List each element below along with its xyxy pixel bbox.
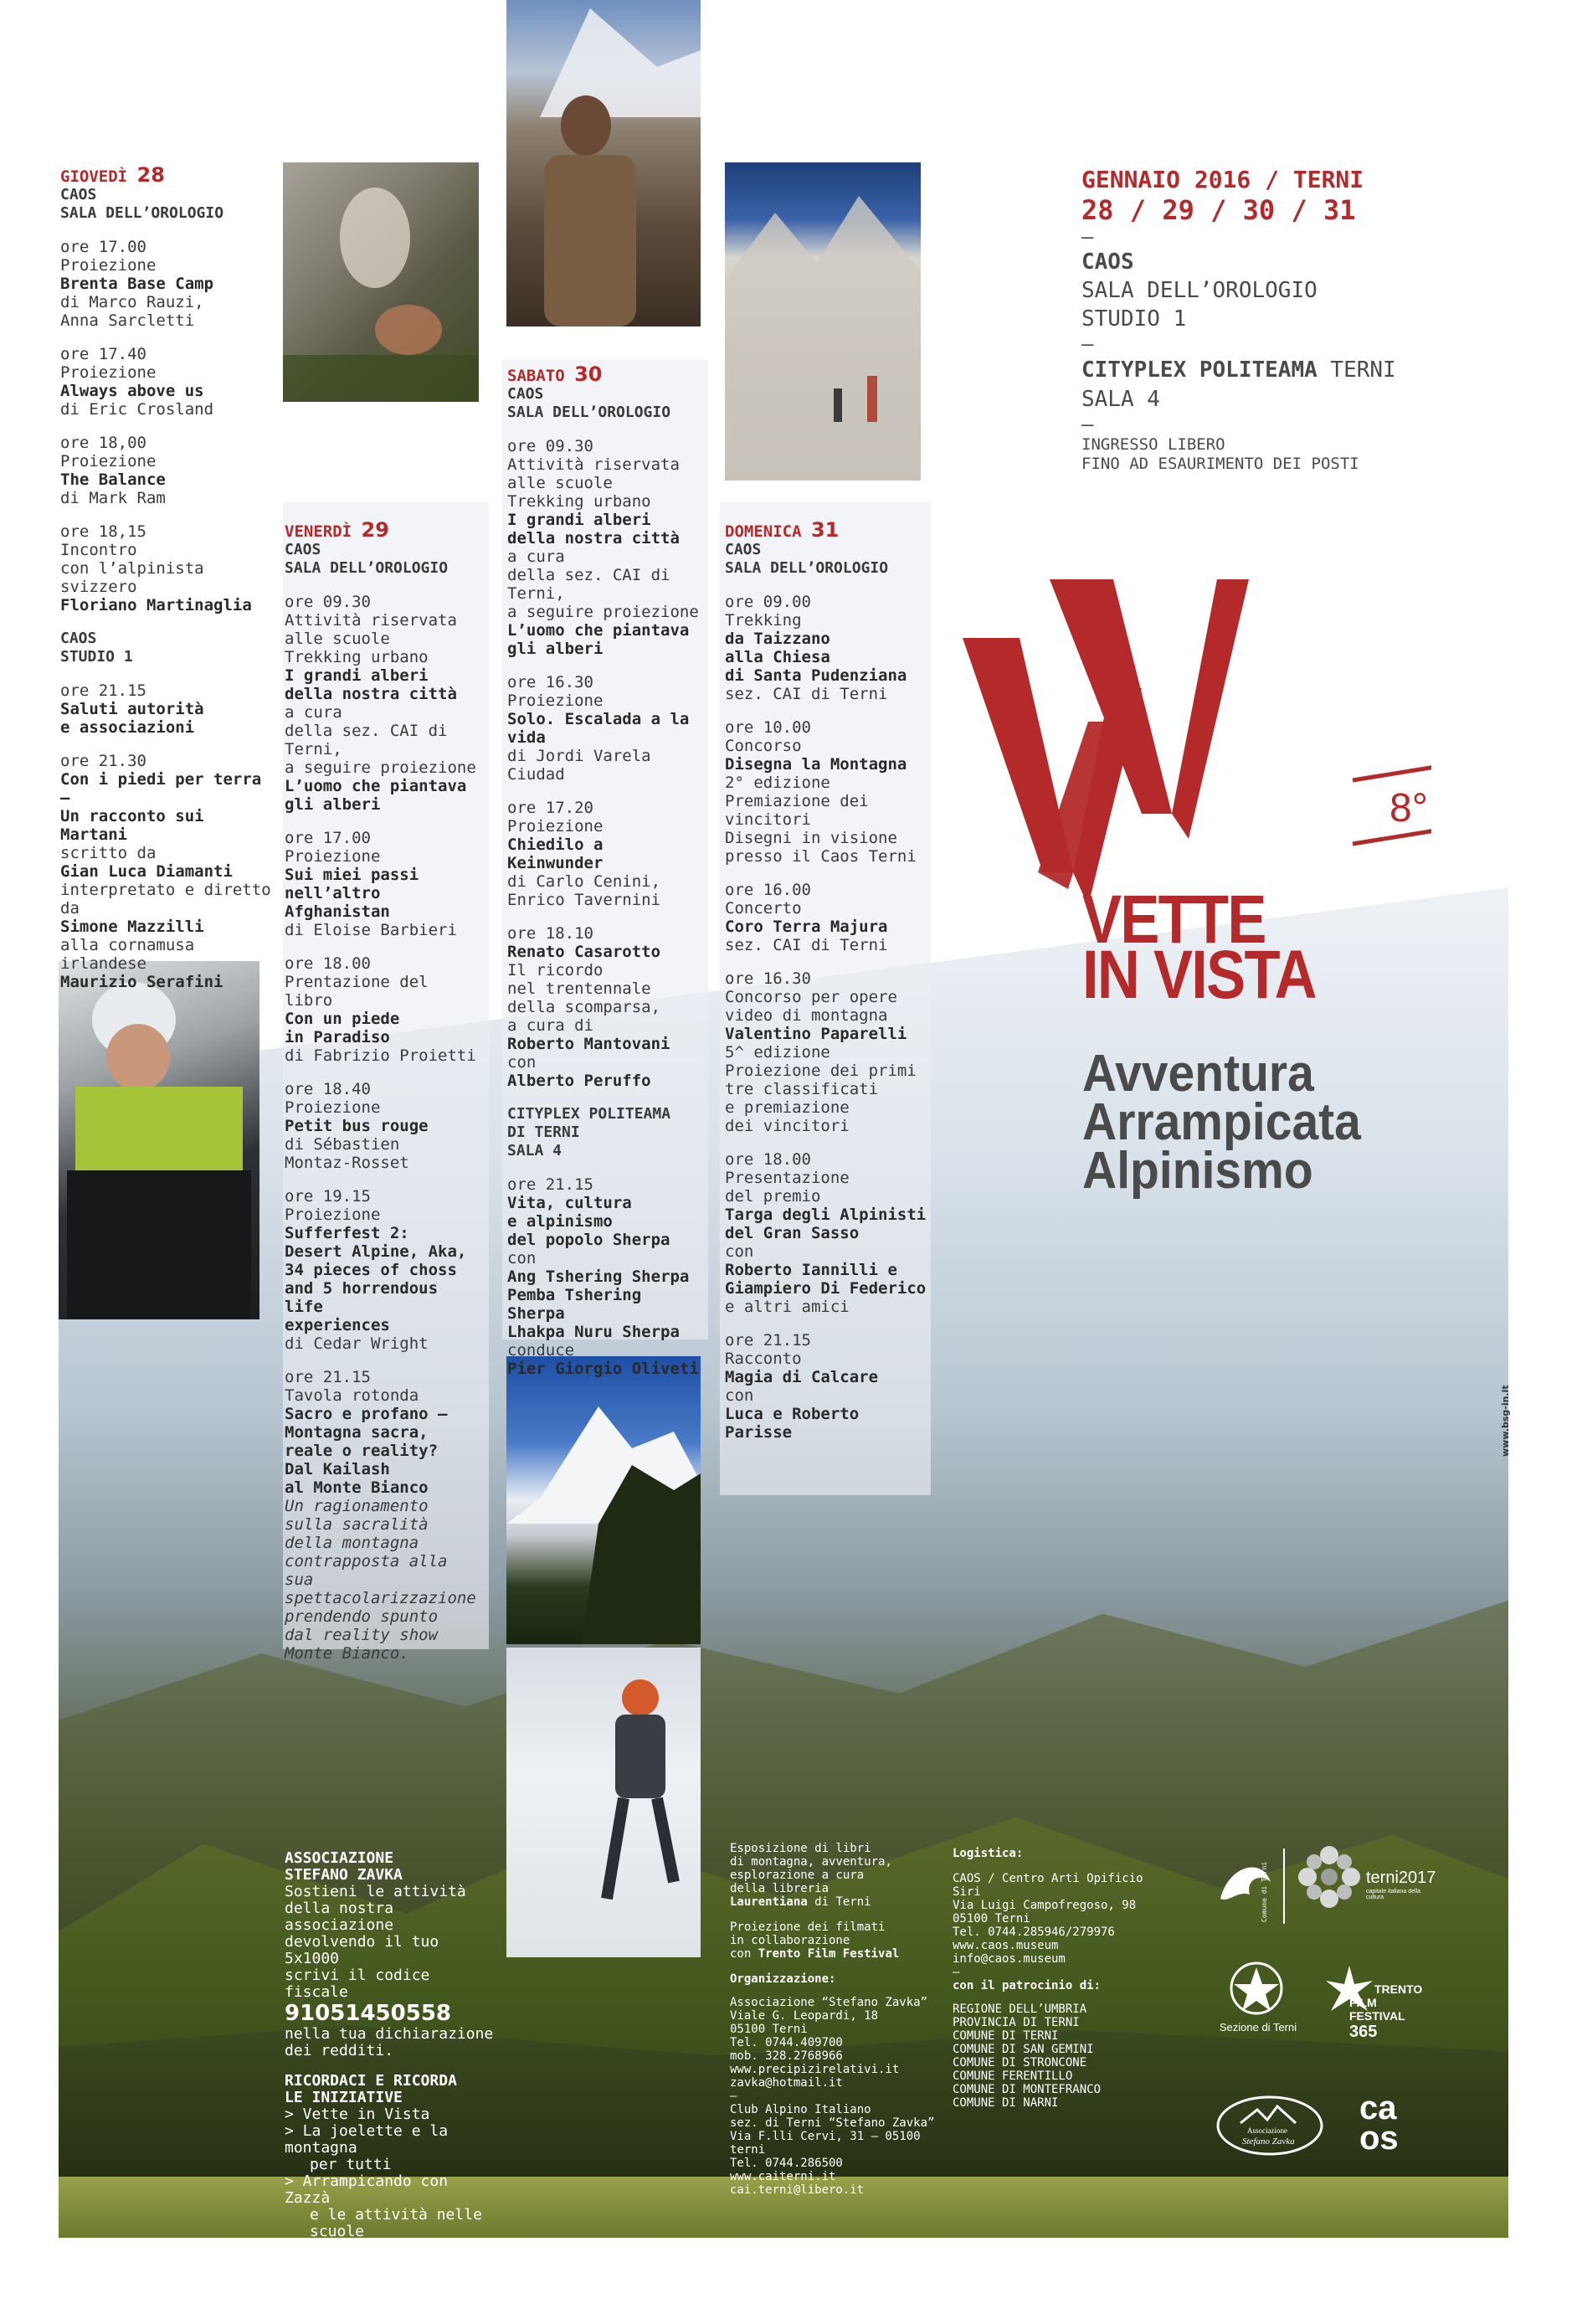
venue: CAOS [725,541,762,558]
event: ore 17.20 Proiezione Chiedilo a Keinwunder di Carlo Cenini, Enrico Tavernini [507,799,661,909]
event: ore 21.15 Vita, cultura e alpinismo del popolo Sherpa con Ang Tshering Sherpa Pemba Tshering Sherpa Lhakpa Nuru Sherpa conduce Pier Giorgio Oliveti [507,1175,699,1378]
room: SALA DELL’OROLOGIO [285,559,449,577]
room: SALA DELL’OROLOGIO [725,559,889,577]
month-year: GENNAIO 2016 / TERNI [1081,166,1364,193]
column-day28 [60,163,278,991]
exhibition-info: Esposizione di libri di montagna, avventura, esplorazione a cura della libreria Laurentiana di Terni Proiezione dei filmati in collaborazione con Trento Film Festival Organizzazione: Associazione “Stefano Zavka” Viale G. Leopardi, 18 05100 Terni Tel. 0744.409700 mob. 328.2768966 www.precipizirelativi.it zavka@hotmail.it – Club Alpino Italiano sez. di Terni “Stefano Zavka” Via F.lli Cervi, 31 – 05100 terni Tel. 0744.286500 www.caiterni.it cai.terni@libero.it [730,1842,935,2197]
mountain-oval-icon [1215,2095,1324,2157]
event: ore 18,00 Proiezione The Balance di Mark Ram [60,434,166,507]
logistics-info: Logistica: CAOS / Centro Arti Opificio Siri Via Luigi Campofregoso, 98 05100 Terni Tel. 0744.285946/279976 www.caos.museum info@caos.museum – con il patrocinio di: REGIONE DELL’UMBRIA PROVINCIA DI TERNI COMUNE DI TERNI COMUNE DI SAN GEMINI COMUNE DI STRONCONE COMUNE FERENTILLO COMUNE DI MONTEFRANCO COMUNE DI NARNI [953,1847,1143,2110]
venue: CITYPLEX POLITEAMA [507,1105,671,1123]
day-label: GIOVEDÌ [60,167,128,186]
associazione-zavka-logo: Associazione Stefano Zavka [1215,2095,1324,2157]
event: ore 17.00 Proiezione Sui miei passi nell’altro Afghanistan di Eloise Barbieri [285,829,457,939]
event: ore 16.30 Concorso per opere video di montagna Valentino Paparelli 5^ edizione Proiezione dei primi tre classificati e premiazione dei vincitori [725,969,917,1135]
caos-logo: ca os [1359,2090,1399,2157]
venue2-room: SALA 4 [1081,387,1160,412]
photo-rocky-peaks [725,162,921,481]
event: ore 21.30 Con i piedi per terra – Un racconto sui Martani scritto da Gian Luca Diamanti interpretato e diretto da Simone Mazzilli alla cornamusa irlandese Maurizio Serafini [60,752,271,991]
event: ore 18.00 Prentazione del libro Con un piede in Paradiso di Fabrizio Proietti [285,954,476,1065]
venue1-name: CAOS [1081,249,1134,275]
room: STUDIO 1 [60,648,133,666]
photo-climber-helmet [59,961,259,1319]
festival-info: GENNAIO 2016 / TERNI 28 / 29 / 30 / 31 – CAOS SALA DELL’OROLOGIO STUDIO 1 – CITYPLEX POLITEAMA TERNI SALA 4 – INGRESSO LIBERO FINO AD ESAURIMENTO DEI POSTI [1081,166,1517,474]
printer-credit: www.bsg-in.it [1500,1385,1511,1457]
cai-logo: Sezione di Terni [1212,1959,1304,2051]
vv-logo-icon [963,563,1431,914]
event: ore 17.40 Proiezione Always above us di Eric Crosland [60,345,214,419]
day-label: SABATO [507,367,565,385]
event: ore 18.00 Presentazione del premio Targa degli Alpinisti del Gran Sasso con Roberto Iannilli e Giampiero Di Federico e altri amici [725,1150,927,1316]
day-label: DOMENICA [725,522,802,541]
event: ore 19.15 Proiezione Sufferfest 2: Desert Alpine, Aka, 34 pieces of choss and 5 horrendous life experiences di Cedar Wright [285,1187,467,1353]
day-number: 30 [574,362,603,386]
event: ore 18.10 Renato Casarotto Il ricordo nel trentennale della scomparsa, a cura di Roberto Mantovani con Alberto Peruffo [507,924,670,1090]
day-number: 31 [810,518,840,542]
day-number: 29 [361,518,389,542]
festival-subtitles: Avventura Arrampicata Alpinismo [1082,1045,1361,1200]
column-day31 [725,518,929,1442]
column-day30 [507,362,708,1378]
event: ore 21.15 Saluti autorità e associazioni [60,681,204,737]
venue2-name: CITYPLEX POLITEAMA [1081,357,1317,383]
event: ore 09.30 Attività riservata alle scuole Trekking urbano I grandi alberi della nostra città a cura della sez. CAI di Terni, a seguire proiezione L’uomo che piantava gli alberi [285,593,476,814]
venue: DI TERNI [507,1123,580,1141]
festival-dates: 28 / 29 / 30 / 31 [1081,194,1356,226]
venue: CAOS [60,630,97,647]
edition-number: 8° [1389,786,1428,830]
event: ore 10.00 Concorso Disegna la Montagna 2° edizione Premiazione dei vincitori Disegni in visione presso il Caos Terni [725,718,917,866]
trento-film-festival-logo: TRENTO FILM FESTIVAL 365 [1324,1966,1441,2058]
entry-info-2: FINO AD ESAURIMENTO DEI POSTI [1081,455,1359,473]
event: ore 21.15 Tavola rotonda Sacro e profano – Montagna sacra, reale o reality? Dal Kailash al Monte Bianco Un ragionamento sulla sacralità della montagna contrapposta alla sua spettacolarizzazione prendendo spunto dal reality show Monte Bianco. [285,1368,476,1663]
photo-climber-hand [283,162,479,402]
room: SALA DELL’OROLOGIO [60,204,224,222]
venue2-city: TERNI [1330,357,1396,383]
photo-ice-climber [506,1648,701,1957]
comune-terni-logo: Comune di Terni [1212,1848,1287,1924]
room: SALA DELL’OROLOGIO [507,404,671,421]
event: ore 09.30 Attività riservata alle scuole Trekking urbano I grandi alberi della nostra città a cura della sez. CAI di Terni, a seguire proiezione L’uomo che piantava gli alberi [507,437,699,658]
day-label: VENERDÌ [285,522,352,541]
event: ore 16.30 Proiezione Solo. Escalada a la vida di Jordi Varela Ciudad [507,673,690,784]
dragon-icon [1212,1848,1287,1924]
terni2017-logo: terni2017 capitale italiana della cultura [1296,1843,1430,1919]
association-info: ASSOCIAZIONE STEFANO ZAVKA Sostieni le attività della nostra associazione devolvendo il tuo 5x1000 scrivi il codice fiscale 91051450558 nella tua dichiarazione dei redditi. RICORDACI E RICORDA LE INIZIATIVE > Vette in Vista > La joelette e la montagna per tutti > Arrampicando con Zazzà e le attività nelle scuole [285,1850,502,2240]
venue: CAOS [285,541,321,558]
event: ore 18,15 Incontro con l’alpinista svizzero Floriano Martinaglia [60,522,252,614]
column-day29 [285,518,485,1663]
event: ore 17.00 Proiezione Brenta Base Camp di Marco Rauzi, Anna Sarcletti [60,238,214,330]
photo-snow-peak [506,1356,701,1644]
venue: CAOS [60,186,97,203]
day-number: 28 [136,163,165,187]
event: ore 21.15 Racconto Magia di Calcare con Luca e Roberto Parisse [725,1331,879,1442]
cai-star-icon [1227,1959,1286,2018]
venue: CAOS [507,385,544,403]
venue1-room2: STUDIO 1 [1081,306,1187,332]
room: SALA 4 [507,1142,562,1159]
event: ore 18.40 Proiezione Petit bus rouge di Sébastien Montaz-Rosset [285,1080,429,1172]
event: ore 16.00 Concerto Coro Terra Majura sez. CAI di Terni [725,881,888,954]
event: ore 09.00 Trekking da Taizzano alla Chiesa di Santa Pudenziana sez. CAI di Terni [725,593,907,703]
tax-code: 91051450558 [285,2001,451,2026]
festival-title: VETTE IN VISTA [1082,882,1316,1013]
photo-tibetan-man [506,0,701,326]
entry-info: INGRESSO LIBERO [1081,435,1225,454]
flower-icon [1296,1843,1363,1910]
venue1-room1: SALA DELL’OROLOGIO [1081,278,1317,303]
